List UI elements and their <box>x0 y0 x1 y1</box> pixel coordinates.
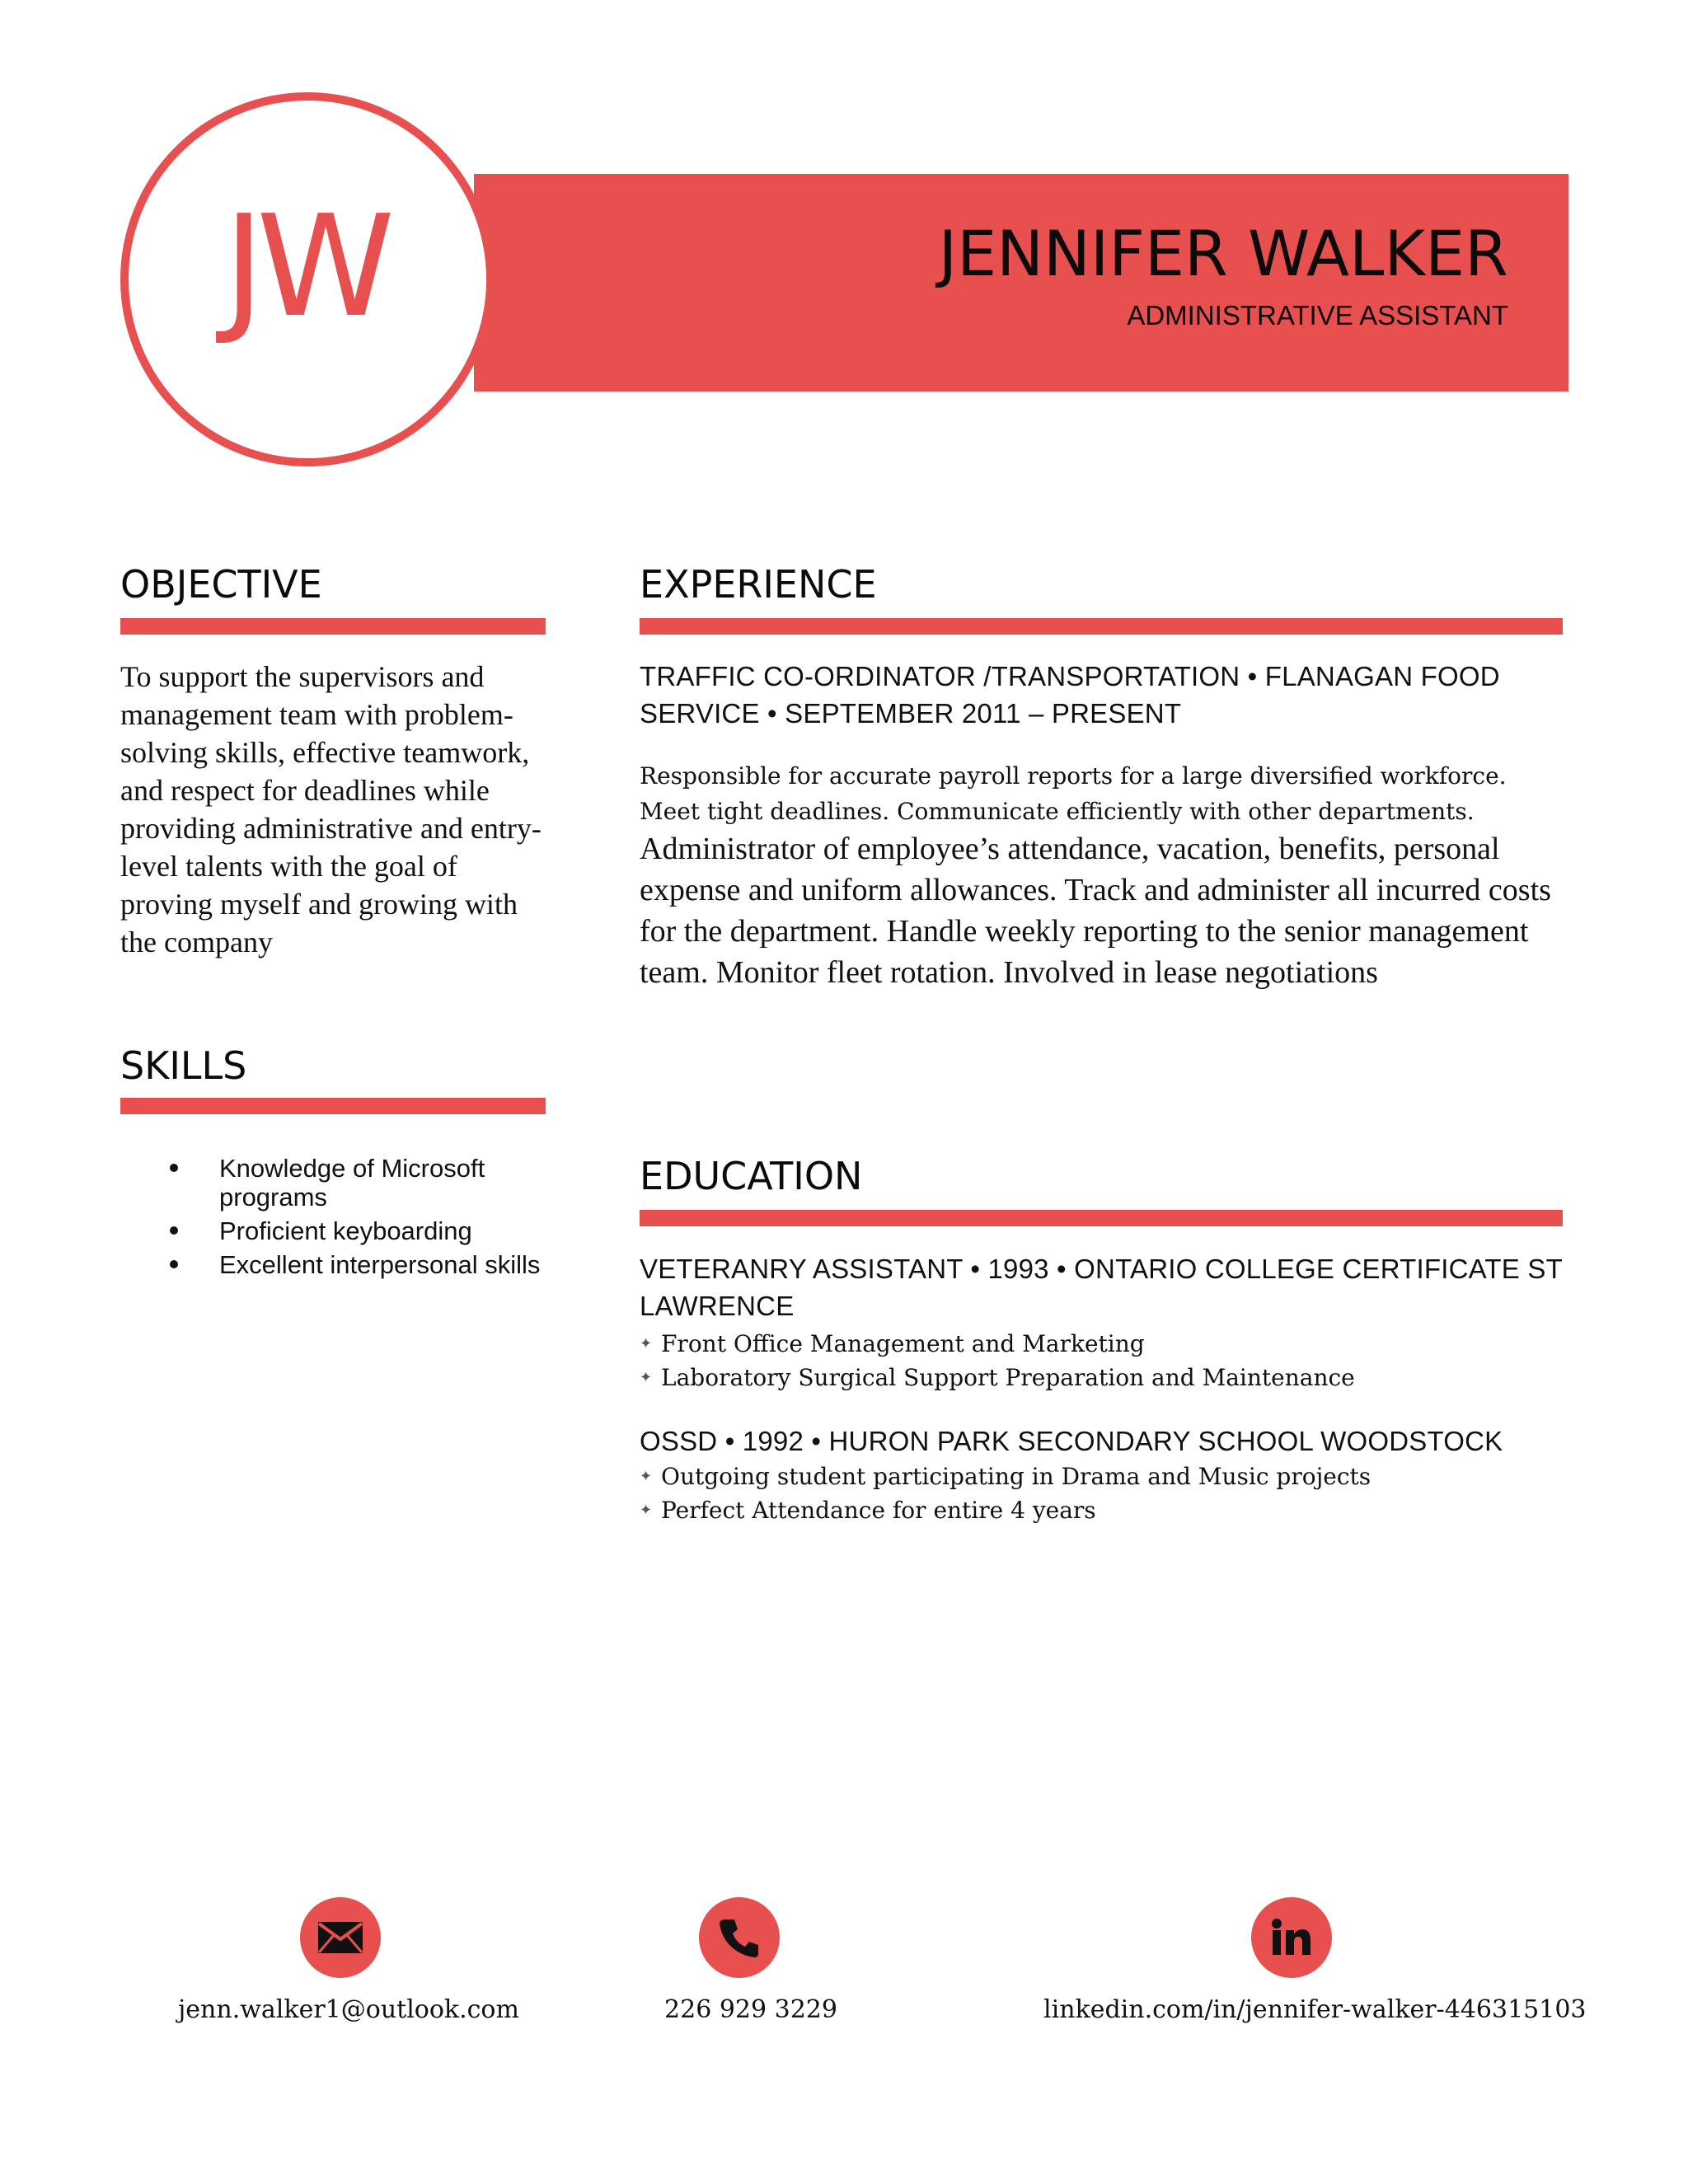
skills-rule <box>120 1098 546 1114</box>
skills-heading: SKILLS <box>120 1043 247 1088</box>
experience-summary: Responsible for accurate payroll reports for a large diversified workforce. Meet tight deadlines. Communicate efficiently with other departments. <box>640 762 1507 825</box>
contact-phone[interactable]: 226 929 3229 <box>664 1995 837 2024</box>
candidate-role: ADMINISTRATIVE ASSISTANT <box>1127 300 1508 330</box>
education-item: ✦ Perfect Attendance for entire 4 years <box>640 1493 1571 1527</box>
education-item: ✦ Front Office Management and Marketing <box>640 1327 1571 1361</box>
diamond-bullet-icon: ✦ <box>640 1468 653 1485</box>
monogram-circle <box>120 92 495 466</box>
skill-item: Knowledge of Microsoft programs <box>165 1154 552 1212</box>
skill-item: Excellent interpersonal skills <box>165 1250 552 1279</box>
bullet-icon <box>170 1226 178 1235</box>
diamond-bullet-icon: ✦ <box>640 1335 653 1352</box>
experience-heading: EXPERIENCE <box>640 562 877 607</box>
education-entry-title: VETERANRY ASSISTANT • 1993 • ONTARIO COLLEGE CERTIFICATE ST LAWRENCE <box>640 1254 1563 1321</box>
objective-text: To support the supervisors and management team with problem-solving skills, effective teamwork, and respect for deadlines while providing administrative and entry-level talents with the goal of proving myself and growing with the company <box>120 660 542 958</box>
candidate-name: JENNIFER WALKER <box>938 217 1508 290</box>
skills-list <box>165 1154 552 1284</box>
objective-heading: OBJECTIVE <box>120 562 322 607</box>
linkedin-icon <box>1251 1897 1332 1978</box>
contact-email[interactable]: jenn.walker1@outlook.com <box>178 1995 519 2024</box>
education-item: ✦ Laboratory Surgical Support Preparation and Maintenance <box>640 1361 1571 1394</box>
experience-rule <box>640 618 1563 635</box>
envelope-icon <box>300 1897 381 1978</box>
contact-linkedin[interactable]: linkedin.com/in/jennifer-walker-446315103 <box>1043 1995 1587 2024</box>
monogram: JW <box>223 185 387 349</box>
education-item: ✦ Outgoing student participating in Drama and Music projects <box>640 1460 1571 1493</box>
experience-job-title: TRAFFIC CO-ORDINATOR /TRANSPORTATION • FLANAGAN FOOD SERVICE • SEPTEMBER 2011 – PRESENT <box>640 661 1500 729</box>
education-entry-items <box>640 1460 1571 1527</box>
experience-details: Administrator of employee’s attendance, vacation, benefits, personal expense and uniform allowances. Track and administer all incurred costs for the department. Handle weekly reporting to the senior management team. Monitor fleet rotation. Involved in lease negotiations <box>640 832 1551 990</box>
phone-icon <box>699 1897 780 1978</box>
bullet-icon <box>170 1260 178 1268</box>
diamond-bullet-icon: ✦ <box>640 1502 653 1519</box>
bullet-icon <box>170 1164 178 1172</box>
objective-rule <box>120 618 546 635</box>
education-entry-title: OSSD • 1992 • HURON PARK SECONDARY SCHOOL WOODSTOCK <box>640 1426 1503 1456</box>
diamond-bullet-icon: ✦ <box>640 1369 653 1386</box>
education-heading: EDUCATION <box>640 1154 863 1198</box>
skill-item: Proficient keyboarding <box>165 1216 552 1245</box>
education-entry-items <box>640 1327 1571 1394</box>
education-rule <box>640 1210 1563 1226</box>
